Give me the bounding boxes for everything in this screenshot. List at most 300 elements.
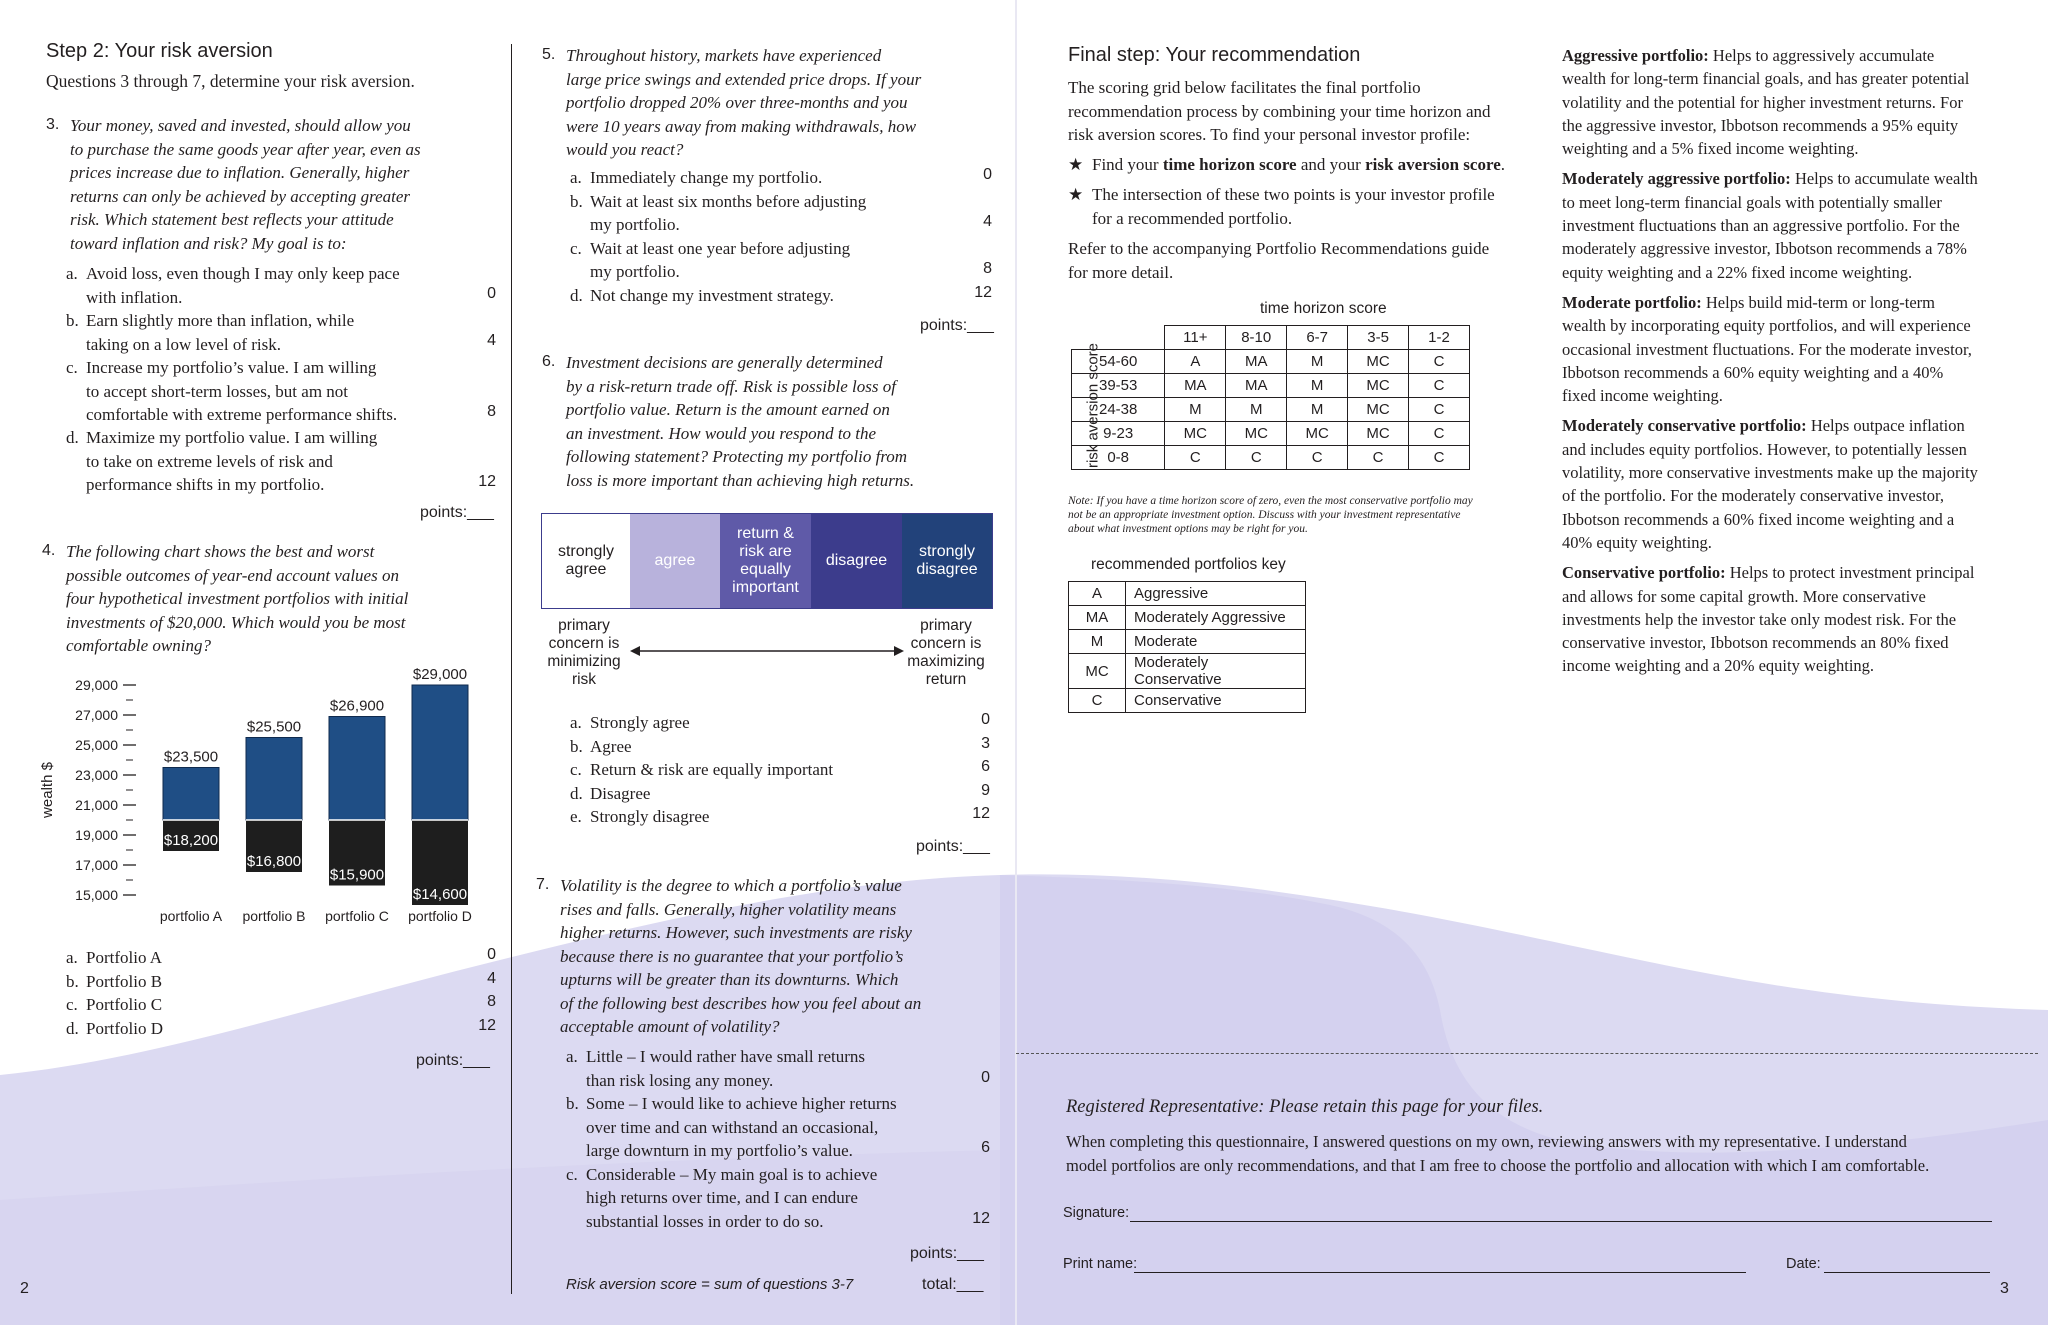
question-4-options	[66, 946, 496, 1046]
portfolio-descriptions	[1562, 44, 2042, 685]
option-line: my portfolio.	[590, 262, 680, 281]
grid-header-row	[1072, 326, 1470, 350]
refer-line: for more detail.	[1068, 262, 1174, 282]
question-line: The following chart shows the best and worst	[66, 542, 375, 561]
question-5-options	[570, 166, 992, 306]
scoring-grid	[1071, 325, 1470, 470]
signature-field[interactable]	[1130, 1221, 1992, 1222]
option-line: Wait at least six months before adjusting	[590, 191, 867, 211]
question-3-options	[66, 262, 496, 502]
option-text	[586, 1092, 897, 1163]
portfolios-key	[1068, 581, 1306, 713]
grid-row-header: 0-8	[1072, 446, 1165, 470]
option-line: my portfolio.	[590, 215, 680, 234]
scale-equal[interactable]	[720, 514, 811, 608]
grid-row-header: 54-60	[1072, 350, 1165, 374]
description-line: volatility, more conservative investments make up the majority	[1562, 463, 1978, 483]
intro-line: recommendation process by combining your time horizon and	[1068, 101, 1491, 121]
description-line: occasional investment fluctuations. For the moderate investor,	[1562, 339, 1972, 359]
description-line: Ibbotson recommends a 60% fixed income weighting and a	[1562, 509, 1955, 529]
x-category-label: portfolio B	[242, 908, 306, 924]
description-line: and includes equity portfolios. However, to potentially lessen	[1562, 439, 1967, 459]
grid-cell: MC	[1348, 422, 1409, 446]
q6-points[interactable]: points:___	[916, 838, 990, 855]
option-score: 0	[487, 946, 496, 963]
key-name: Conservative	[1126, 689, 1306, 713]
option-line: Earn slightly more than inflation, while	[86, 311, 355, 330]
key-code: MA	[1069, 606, 1126, 630]
option-letter: d.	[66, 428, 79, 447]
grid-col-header: 6-7	[1287, 326, 1348, 350]
scale-strongly-agree[interactable]	[542, 514, 630, 608]
bullet-text: and your	[1296, 154, 1366, 174]
bullet-bold: risk aversion score	[1365, 154, 1501, 174]
description-line: volatility and the potential for higher investment returns. For	[1562, 92, 1963, 112]
bar-best-label: $23,500	[163, 748, 219, 766]
description-title: Conservative portfolio:	[1562, 563, 1726, 583]
y-tick-label: 25,000	[75, 737, 118, 753]
portfolio-chart	[30, 665, 490, 925]
bullet-line: The intersection of these two points is your investor profile	[1092, 185, 1495, 204]
option-score: 4	[487, 969, 496, 987]
grid-cell: MA	[1226, 350, 1287, 374]
scale-line: agree	[654, 552, 696, 569]
option-line: performance shifts in my portfolio.	[86, 475, 325, 494]
option-text	[86, 426, 377, 497]
scale-line: agree	[565, 561, 607, 578]
grid-side-label: risk aversion score	[1084, 342, 1102, 469]
option-score: 4	[487, 332, 496, 349]
option-letter: b.	[66, 311, 79, 330]
double-arrow	[630, 643, 904, 659]
option-letter: d.	[570, 285, 583, 305]
question-line: toward inflation and risk? My goal is to:	[70, 233, 347, 253]
scale-agree[interactable]	[630, 514, 720, 608]
y-axis-label: wealth $	[39, 762, 56, 818]
scale-line: disagree	[825, 552, 888, 569]
option-score: 0	[981, 1068, 990, 1086]
grid-row	[1072, 398, 1470, 422]
option-letter: c.	[570, 760, 582, 779]
bar-best-label: $25,500	[246, 718, 302, 736]
description-title: Aggressive portfolio:	[1562, 46, 1709, 65]
bar-best-outcome	[163, 768, 219, 821]
y-tick-label: 21,000	[75, 797, 118, 813]
option-letter: a.	[570, 713, 582, 732]
description-moderately-conservative	[1562, 414, 2042, 554]
grid-col-header: 11+	[1165, 326, 1226, 350]
key-row	[1069, 630, 1306, 654]
question-line: would you react?	[566, 140, 684, 159]
question-line: large price swings and extended price drops. If your	[566, 69, 922, 89]
step2-title: Step 2: Your risk aversion	[46, 40, 273, 62]
description-line: to meet long-term financial goals with potentially smaller	[1562, 192, 1942, 212]
key-row	[1069, 606, 1306, 630]
page-number-right: 3	[2000, 1280, 2009, 1297]
grid-cell: C	[1409, 350, 1470, 374]
star-icon: ★	[1068, 154, 1084, 174]
option-line: Some – I would like to achieve higher returns	[586, 1094, 897, 1113]
grid-cell: M	[1165, 398, 1226, 422]
question-number: 4.	[42, 542, 56, 559]
question-line: portfolio dropped 20% over three-months and you	[566, 93, 908, 112]
question-line: because there is no guarantee that your portfolio’s	[560, 946, 904, 966]
scale-left-label	[538, 617, 630, 689]
y-tick-label: 17,000	[75, 857, 118, 873]
description-line: investments help the investor take only modest risk. For the	[1562, 609, 1957, 629]
option-letter: c.	[66, 358, 78, 377]
label-line: maximizing	[907, 653, 985, 670]
bullet-2	[1068, 183, 1528, 230]
scale-strongly-disagree[interactable]	[902, 514, 992, 608]
option-score: 12	[974, 283, 992, 301]
star-icon: ★	[1068, 185, 1084, 204]
key-name: Moderate	[1126, 630, 1306, 654]
grid-cell: C	[1409, 374, 1470, 398]
grid-cell: MC	[1226, 422, 1287, 446]
page-fold	[1015, 0, 1017, 1325]
bullet-line: for a recommended portfolio.	[1092, 208, 1293, 228]
refer-text	[1068, 237, 1528, 284]
grid-cell: A	[1165, 350, 1226, 374]
grid-corner	[1072, 326, 1165, 350]
key-code: C	[1069, 689, 1126, 713]
description-line: Ibbotson recommends a 60% equity weighting and a 40%	[1562, 362, 1944, 382]
label-line: primary	[920, 617, 972, 634]
description-moderate	[1562, 291, 2042, 407]
option-line: to accept short-term losses, but am not	[86, 381, 349, 401]
option-text: Agree	[590, 736, 632, 756]
label-line: concern is	[548, 635, 620, 652]
description-line: wealth by incorporating equity portfolios, and will experience	[1562, 316, 1971, 336]
agreement-scale	[541, 513, 993, 609]
description-aggressive	[1562, 44, 2042, 160]
question-line: were 10 years away from making withdrawals, how	[566, 116, 917, 136]
option-line: Increase my portfolio’s value. I am willing	[86, 358, 377, 377]
grid-cell: MC	[1287, 422, 1348, 446]
refer-line: Refer to the accompanying Portfolio Recommendations guide	[1068, 239, 1490, 258]
risk-score-note: Risk aversion score = sum of questions 3-7	[566, 1276, 854, 1293]
option-text	[86, 262, 400, 309]
cut-line	[1016, 1053, 2038, 1054]
question-line: four hypothetical investment portfolios with initial	[66, 589, 409, 608]
x-category-label: portfolio D	[408, 908, 472, 924]
q7-points[interactable]: points:___	[910, 1245, 984, 1262]
final-intro	[1068, 76, 1528, 147]
question-6-options	[570, 711, 990, 831]
description-line: of the portfolio. For the moderately conservative investor,	[1562, 486, 1944, 506]
description-line: Helps to aggressively accumulate	[1708, 46, 1935, 65]
option-text	[590, 166, 822, 190]
description-moderately-aggressive	[1562, 167, 2042, 283]
bar-best-label: $26,900	[329, 697, 385, 715]
option-line: Avoid loss, even though I may only keep pace	[86, 264, 400, 283]
bar-best-outcome	[329, 717, 385, 821]
option-text	[586, 1163, 877, 1234]
question-text	[70, 114, 490, 255]
grid-cell: MA	[1226, 374, 1287, 398]
option-letter: a.	[566, 1047, 578, 1066]
grid-cell: C	[1348, 446, 1409, 470]
grid-cell: M	[1287, 350, 1348, 374]
question-line: loss is more important than achieving high returns.	[566, 470, 915, 490]
label-line: primary	[558, 617, 610, 634]
grid-row	[1072, 374, 1470, 398]
page-number-left: 2	[20, 1280, 29, 1297]
description-line: conservative investor, Ibbotson recommends an 80% fixed	[1562, 633, 1949, 653]
option-text	[590, 237, 850, 284]
option-line: comfortable with extreme performance shifts.	[86, 405, 398, 424]
description-line: Helps build mid-term or long-term	[1701, 292, 1935, 312]
option-letter: c.	[566, 1164, 578, 1184]
scale-line: strongly	[918, 543, 976, 560]
option-letter: b.	[570, 736, 583, 756]
description-line: weighting and a 5% fixed income weighting.	[1562, 139, 1859, 159]
option-score: 3	[981, 734, 990, 752]
description-line: Helps to accumulate wealth	[1790, 169, 1978, 189]
intro-line: risk aversion scores. To find your personal investor profile:	[1068, 125, 1471, 144]
bar-worst-label: $16,800	[246, 853, 302, 870]
option-score: 0	[487, 285, 496, 302]
x-category-label: portfolio C	[325, 908, 389, 924]
question-line: rises and falls. Generally, higher volatility means	[560, 899, 897, 919]
scale-line: return &	[737, 525, 794, 542]
column-divider	[511, 44, 512, 1294]
bar-best-label: $29,000	[412, 666, 468, 683]
grid-cell: C	[1226, 446, 1287, 470]
question-line: Throughout history, markets have experienced	[566, 46, 882, 65]
grid-cell: C	[1409, 398, 1470, 422]
label-line: risk	[571, 671, 597, 688]
option-letter: a.	[66, 948, 78, 967]
option-letter: c.	[570, 238, 582, 258]
option-text: Portfolio A	[86, 948, 163, 967]
q3-points[interactable]: points:___	[420, 504, 494, 521]
grid-col-header: 1-2	[1409, 326, 1470, 350]
description-line: Helps outpace inflation	[1806, 416, 1965, 436]
option-letter: d.	[66, 1018, 79, 1038]
description-line: the aggressive investor, Ibbotson recommends a 95% equity	[1562, 115, 1959, 135]
q4-points[interactable]: points:___	[416, 1052, 490, 1069]
scale-line: equally	[740, 561, 791, 578]
grid-title: time horizon score	[1260, 300, 1387, 317]
option-text	[86, 356, 397, 427]
option-text	[86, 309, 354, 356]
option-score: 8	[983, 260, 992, 277]
question-line: prices increase due to inflation. Generally, higher	[70, 163, 410, 182]
question-line: to purchase the same goods year after year, even as	[70, 139, 421, 159]
final-step-section	[1068, 44, 1528, 284]
option-line: than risk losing any money.	[586, 1070, 774, 1090]
description-line: wealth for long-term financial goals, and has greater potential	[1562, 69, 1970, 89]
question-line: following statement? Protecting my portfolio from	[566, 447, 908, 466]
grid-col-header: 3-5	[1348, 326, 1409, 350]
option-text: Strongly disagree	[590, 807, 710, 826]
question-line: risk. Which statement best reflects your attitude	[70, 210, 394, 229]
option-line: high returns over time, and I can endure	[586, 1188, 858, 1207]
option-text: Disagree	[590, 783, 651, 803]
note-line: Note: If you have a time horizon score of zero, even the most conservative portfolio may	[1068, 495, 1473, 507]
description-title: Moderately aggressive portfolio:	[1562, 169, 1791, 189]
question-line: higher returns. However, such investments are risky	[560, 923, 912, 942]
scale-disagree[interactable]	[811, 514, 902, 608]
option-score: 12	[972, 1209, 990, 1227]
key-row	[1069, 689, 1306, 713]
bar-best-outcome	[246, 738, 302, 821]
x-category-label: portfolio A	[159, 908, 223, 924]
bullet-text: Find your	[1092, 154, 1163, 174]
description-line: income weighting and a 20% equity weighting.	[1562, 656, 1875, 676]
option-letter: b.	[566, 1094, 579, 1113]
key-name: Moderately Aggressive	[1126, 606, 1306, 630]
option-text: Return & risk are equally important	[590, 760, 834, 779]
option-line: Little – I would rather have small returns	[586, 1047, 865, 1066]
option-letter: b.	[66, 971, 79, 991]
retain-text	[1066, 1130, 2036, 1177]
description-line: equity weighting and a 22% fixed income weighting.	[1562, 262, 1913, 282]
option-letter: a.	[570, 168, 582, 187]
grid-cell: MC	[1348, 350, 1409, 374]
grid-row-header: 24-38	[1072, 398, 1165, 422]
option-text: Portfolio D	[86, 1018, 163, 1038]
description-line: and allows for some capital growth. More conservative	[1562, 586, 1926, 606]
description-line: moderately aggressive investor, Ibbotson recommends a 78%	[1562, 239, 1967, 259]
question-line: upturns will be greater than its downturns. Which	[560, 970, 899, 989]
option-score: 0	[981, 711, 990, 728]
y-tick-label: 19,000	[75, 827, 118, 843]
option-line: substantial losses in order to do so.	[586, 1211, 824, 1231]
print-name-label: Print name:	[1063, 1256, 1138, 1272]
option-text	[586, 1045, 865, 1092]
option-score: 8	[487, 993, 496, 1010]
option-letter: c.	[66, 995, 78, 1014]
bullet-1	[1068, 153, 1528, 177]
grid-cell: M	[1226, 398, 1287, 422]
total-points[interactable]: total:___	[922, 1276, 984, 1293]
option-letter: e.	[570, 807, 582, 826]
grid-cell: MC	[1348, 398, 1409, 422]
y-tick-label: 23,000	[75, 767, 118, 783]
question-text	[560, 874, 990, 1039]
grid-cell: C	[1165, 446, 1226, 470]
option-line: Not change my investment strategy.	[590, 285, 834, 305]
option-line: large downturn in my portfolio’s value.	[586, 1141, 853, 1160]
option-letter: d.	[570, 783, 583, 803]
option-score: 4	[983, 213, 992, 230]
label-line: concern is	[910, 635, 982, 652]
question-text	[66, 540, 486, 658]
description-conservative	[1562, 561, 2042, 677]
key-code: A	[1069, 582, 1126, 606]
question-text	[566, 351, 996, 492]
option-line: over time and can withstand an occasional,	[586, 1117, 879, 1137]
option-score: 8	[487, 403, 496, 420]
grid-col-header: 8-10	[1226, 326, 1287, 350]
description-line: 40% equity weighting.	[1562, 532, 1712, 552]
intro-line: The scoring grid below facilitates the final portfolio	[1068, 78, 1421, 97]
question-line: acceptable amount of volatility?	[560, 1017, 780, 1036]
grid-cell: M	[1287, 374, 1348, 398]
option-score: 12	[478, 473, 496, 490]
date-field[interactable]	[1824, 1272, 1990, 1273]
option-line: with inflation.	[86, 287, 183, 307]
question-number: 6.	[542, 353, 556, 370]
option-text: Portfolio B	[86, 971, 163, 991]
bar-worst-label: $18,200	[163, 832, 219, 849]
grid-cell: C	[1287, 446, 1348, 470]
question-7-options	[566, 1045, 990, 1235]
key-title: recommended portfolios key	[1091, 556, 1286, 573]
option-line: Wait at least one year before adjusting	[590, 238, 851, 258]
option-text	[590, 284, 834, 308]
option-text: Portfolio C	[86, 995, 163, 1014]
grid-cell: C	[1409, 446, 1470, 470]
note-line: about what investment options may be right for you.	[1068, 523, 1308, 535]
option-line: Immediately change my portfolio.	[590, 168, 823, 187]
question-line: by a risk-return trade off. Risk is possible loss of	[566, 376, 896, 396]
grid-row	[1072, 422, 1470, 446]
key-code: M	[1069, 630, 1126, 654]
question-line: investments of $20,000. Which would you be most	[66, 612, 406, 632]
question-line: possible outcomes of year-end account values on	[66, 565, 399, 585]
option-letter: b.	[570, 191, 583, 211]
step2-section	[46, 40, 496, 94]
grid-cell: MC	[1348, 374, 1409, 398]
bar-worst-label: $15,900	[329, 866, 385, 884]
description-title: Moderately conservative portfolio:	[1562, 416, 1807, 436]
option-score: 9	[981, 781, 990, 799]
print-name-field[interactable]	[1134, 1272, 1746, 1273]
question-line: Volatility is the degree to which a portfolio’s value	[560, 876, 902, 895]
step2-intro: Questions 3 through 7, determine your risk aversion.	[46, 71, 415, 91]
label-line: return	[925, 671, 967, 688]
description-line: fixed income weighting.	[1562, 386, 1723, 406]
y-tick-label: 27,000	[75, 707, 118, 723]
option-text	[590, 190, 866, 237]
scale-line: strongly	[557, 543, 615, 560]
question-line: Investment decisions are generally determined	[566, 353, 883, 372]
option-text: Strongly agree	[590, 713, 690, 732]
retain-line: When completing this questionnaire, I answered questions on my own, reviewing answers with my representative. I understand	[1066, 1132, 1907, 1151]
grid-note	[1068, 494, 1508, 536]
key-code: MC	[1069, 654, 1126, 689]
option-line: Maximize my portfolio value. I am willing	[86, 428, 378, 447]
y-tick-label: 15,000	[75, 887, 118, 903]
grid-row	[1072, 446, 1470, 470]
grid-cell: M	[1287, 398, 1348, 422]
question-line: portfolio value. Return is the amount earned on	[566, 400, 890, 419]
bullet-bold: time horizon score	[1162, 154, 1297, 174]
grid-cell: MA	[1165, 374, 1226, 398]
question-number: 7.	[536, 876, 550, 893]
date-label: Date:	[1786, 1256, 1821, 1272]
description-title: Moderate portfolio:	[1562, 292, 1702, 312]
option-score: 12	[478, 1016, 496, 1034]
question-line: Your money, saved and invested, should allow you	[70, 116, 411, 135]
label-line: minimizing	[547, 653, 621, 670]
signature-label: Signature:	[1063, 1205, 1130, 1221]
key-name: Moderately Conservative	[1126, 654, 1306, 689]
y-tick-label: 29,000	[75, 677, 118, 693]
grid-row-header: 9-23	[1072, 422, 1165, 446]
q5-points[interactable]: points:___	[920, 317, 994, 334]
grid-cell: MC	[1165, 422, 1226, 446]
key-name: Aggressive	[1126, 582, 1306, 606]
retain-title: Registered Representative: Please retain this page for your files.	[1066, 1097, 1544, 1117]
scale-right-label	[900, 617, 992, 689]
question-number: 3.	[46, 116, 60, 133]
grid-row	[1072, 350, 1470, 374]
